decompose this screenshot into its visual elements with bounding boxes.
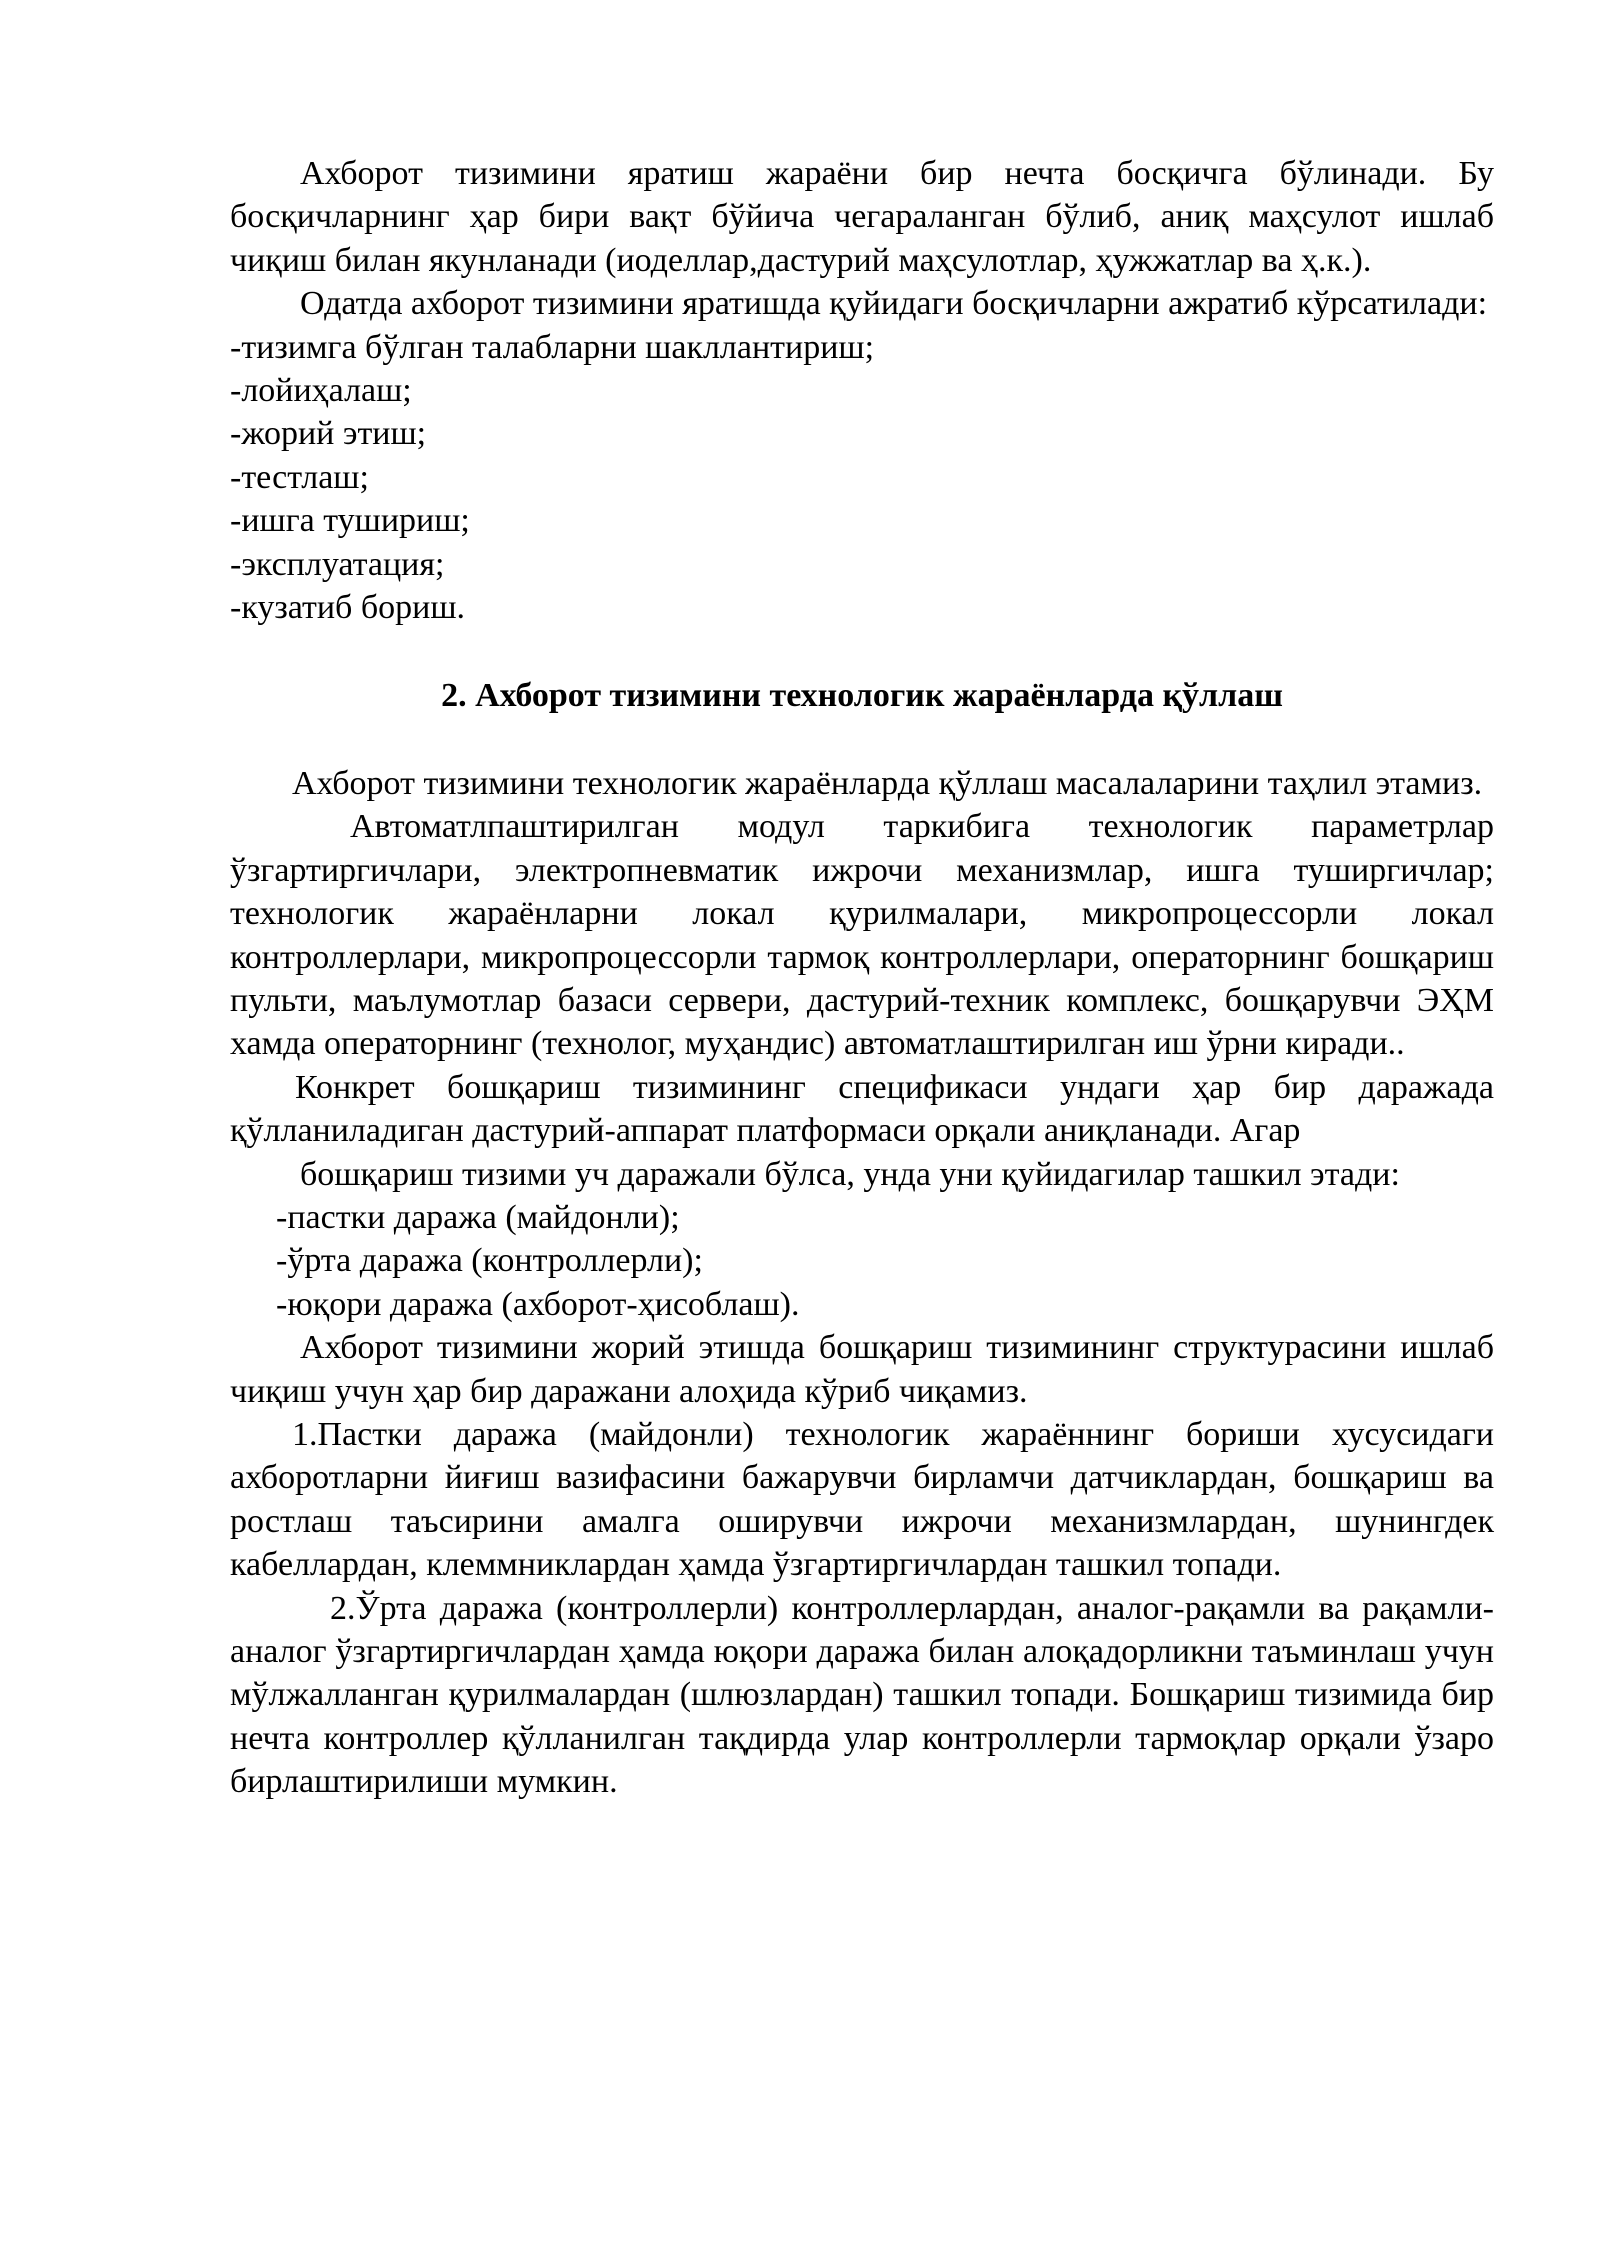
list-item: -пастки даража (майдонли); <box>276 1198 680 1236</box>
list-item: -жорий этиш; <box>230 415 427 453</box>
section-heading: 2. Ахборот тизимини технологик жараёнларда қўллаш <box>441 677 1283 715</box>
paragraph-structure: Ахборот тизимини жорий этишда бошқариш тизимининг структурасини ишлаб чиқиш учун ҳар бир даражани алоҳида кўриб чиқамиз. <box>230 1329 1494 1410</box>
paragraph-specifics-line-2: бошқариш тизими уч даражали бўлса, унда уни қуйидагилар ташкил этади: <box>300 1155 1400 1193</box>
paragraph-stages-intro: Одатда ахборот тизимини яратишда қуйидаги босқичларни ажратиб кўрсатилади: <box>300 285 1488 323</box>
document-page <box>230 152 1494 1804</box>
paragraph-analysis: Ахборот тизимини технологик жараёнларда қўллаш масалаларини таҳлил этамиз. <box>292 764 1483 802</box>
levels-list <box>230 1196 1494 1326</box>
list-item: -лойиҳалаш; <box>230 372 412 410</box>
paragraph-middle-level: 2.Ўрта даража (контроллерли) контроллерлардан, аналог-рақамли ва рақамли-аналог ўзгартиргичлардан ҳамда юқори даража билан алоқадорликни таъминлаш учун мўлжалланган қурилмалардан (шлюзлардан) ташкил топади. Бошқариш тизимида бир нечта контроллер қўлланилган тақдирда улар контроллерли тармоқлар орқали ўзаро бирлаштирилиши мумкин. <box>230 1589 1494 1801</box>
paragraph-intro: Ахборот тизимини яратиш жараёни бир нечта босқичга бўлинади. Бу босқичларнинг ҳар бири вақт бўйича чегараланган бўлиб, аниқ маҳсулот ишлаб чиқиш билан якунланади (иоделлар,дастурий маҳсулотлар, ҳужжатлар ва ҳ.к.). <box>230 155 1494 279</box>
list-item: -ишга тушириш; <box>230 502 470 540</box>
paragraph-module-composition: Автоматлпаштирилган модул таркибига технологик параметрлар ўзгартиргичлари, электропневматик ижрочи механизмлар, ишга туширгичлар; технологик жараёнларни локал қурилмалари, микропроцессорли локал контроллерлари, микропроцессорли тармоқ контроллерлари, операторнинг бошқариш пульти, маълумотлар базаси сервери, дастурий-техник комплекс, бошқарувчи ЭҲМ хамда операторнинг (технолог, муҳандис) автоматлаштирилган иш ўрни киради.. <box>230 808 1494 1063</box>
paragraph-specifics-line-1: Конкрет бошқариш тизимининг спецификаси ундаги ҳар бир даражада қўлланиладиган дастурий-аппарат платформаси орқали аниқланади. Агар <box>230 1068 1494 1150</box>
list-item: -кузатиб бориш. <box>230 589 466 627</box>
paragraph-lower-level: 1.Пастки даража (майдонли) технологик жараённинг бориши хусусидаги ахборотларни йиғиш вазифасини бажарувчи бирламчи датчиклардан, бошқариш ва ростлаш таъсирини амалга оширувчи ижрочи механизмлардан, шунингдек кабеллардан, клеммниклардан ҳамда ўзгартиргичлардан ташкил топади. <box>230 1415 1494 1584</box>
list-item: -ўрта даража (контроллерли); <box>276 1242 703 1280</box>
list-item: -эксплуатация; <box>230 545 445 583</box>
list-item: -тестлаш; <box>230 458 369 496</box>
list-item: -юқори даража (ахборот-ҳисоблаш). <box>276 1285 800 1323</box>
list-item: -тизимга бўлган талабларни шакллантириш; <box>230 328 875 366</box>
stages-list <box>230 326 1494 630</box>
